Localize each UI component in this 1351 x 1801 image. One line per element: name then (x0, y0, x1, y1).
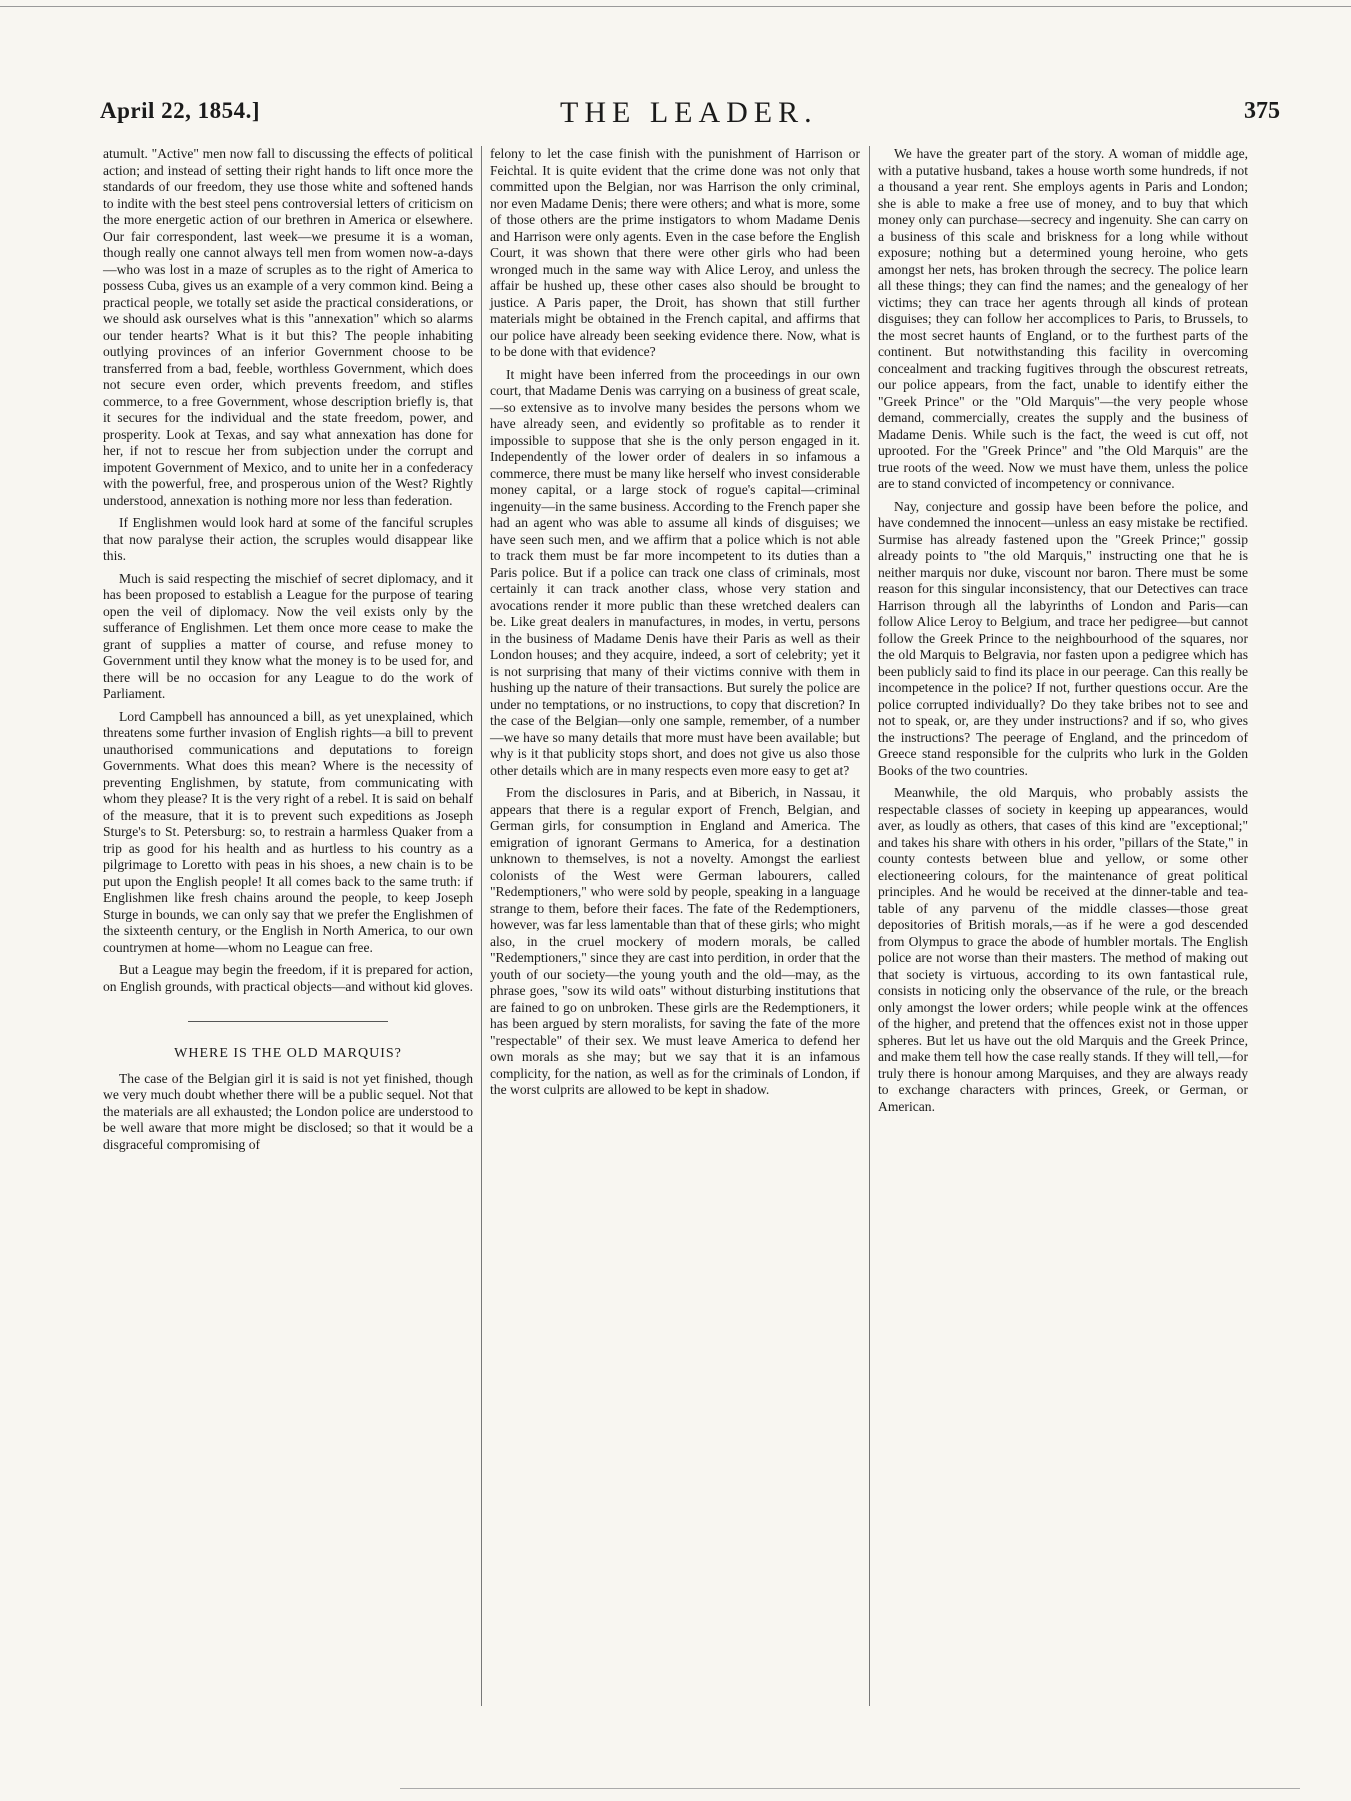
article-paragraph: atumult. "Active" men now fall to discussing the effects of political action; and instead of setting their right hands to lift once more the standards of our freedom, they use those white and softened hands to indite with the best steel pens controversial letters of criticism on the more energetic action of our brethren in America or elsewhere. Our fair correspondent, last week—we presume it is a woman, though really one cannot always tell men from women now-a-days—who was lost in a maze of scruples as to the right of America to possess Cuba, gives us an example of a very common kind. Being a practical people, we totally set aside the practical considerations, or we should ask ourselves what is this "annexation" which so alarms our tender hearts? What is it but this? The people inhabiting outlying provinces of an inferior Government choose to be transferred from a bad, feeble, worthless Government, which does not secure even order, which prevents freedom, and stifles commerce, to a free Government, whose description briefly is, that it secures for the individual and the state freedom, power, and prosperity. Look at Texas, and say what annexation has done for her, if not to rescue her from subjection under the corrupt and impotent Government of Mexico, and to unite her in a confederacy with the powerful, free, and prosperous union of the West? Rightly understood, annexation is nothing more nor less than federation. (103, 146, 473, 508)
article-paragraph: But a League may begin the freedom, if it is prepared for action, on English grounds, with practical objects—and without kid gloves. (103, 962, 473, 994)
page-header (100, 96, 1280, 138)
column-right (878, 146, 1248, 1121)
article-paragraph: We have the greater part of the story. A woman of middle age, with a putative husband, takes a house worth some hundreds, if not a thousand a year rent. She employs agents in Paris and London; she is able to make a free use of money, and to buy that which money only can purchase—secrecy and ingenuity. She can carry on a business of this scale and briskness for a long while without exposure; nothing but a determined young heroine, who gets amongst her nets, has broken through the secrecy. The police learn all these things; they can find the names; and the genealogy of her victims; they can trace her agents through all kinds of protean disguises; they can follow her accomplices to Paris, to Brussels, to the most secret haunts of England, or to the furthest parts of the continent. But notwithstanding this facility in overcoming concealment and tracking fugitives through the obscurest retreats, our police appears, from the fact, unable to identify either the "Greek Prince" or the "Old Marquis"—the very people whose demand, commercially, creates the supply and the business of Madame Denis. While such is the fact, the weed is cut off, not uprooted. For the "Greek Prince" and "the Old Marquis" are the true roots of the weed. Now we must have them, unless the police are to stand convicted of incompetency or connivance. (878, 146, 1248, 491)
article-paragraph: From the disclosures in Paris, and at Biberich, in Nassau, it appears that there is a regular export of French, Belgian, and German girls, for consumption in England and America. The emigration of ignorant Germans to America, for a destination unknown to themselves, is not a novelty. Amongst the earliest colonists of the West were German labourers, called "Redemptioners," who were sold by people, speaking in a language strange to them, before their faces. The fate of the Redemptioners, however, was far less lamentable than that of these girls; who might also, in the cruel mockery of modern morals, be called "Redemptioners," since they are cast into perdition, in order that the youth of our society—the young youth and the old—may, as the phrase goes, "sow its wild oats" without disturbing institutions that are fained to go on unbroken. These girls are the Redemptioners, it has been argued by stern moralists, for saving the fate of the more "respectable" of their sex. We must leave America to defend her own morals as she may; but we say that it is an infamous complicity, for the nation, as well as for the criminals of London, if the worst culprits are allowed to be kept in shadow. (490, 785, 860, 1097)
article-paragraph: Much is said respecting the mischief of secret diplomacy, and it has been proposed to establish a League for the purpose of tearing open the veil of diplomacy. Now the veil exists only by the sufferance of Englishmen. Let them once more cease to make the grant of supplies a matter of course, and refuse money to Government until they know what the money is to be used for, and there will be no occasion for any League to do the work of Parliament. (103, 570, 473, 701)
article-paragraph: Nay, conjecture and gossip have been before the police, and have condemned the innocent—unless an easy mistake be rectified. Surmise has already fastened upon the "Greek Prince;" gossip already points to "the old Marquis," instructing one that he is neither marquis nor duke, viscount nor baron. There must be some reason for this singular inconsistency, that our Detectives can trace Harrison through all the labyrinths of London and Paris—can follow Alice Leroy to Belgium, and trace her pedigree—but cannot follow the Greek Prince to the neighbourhood of the squares, nor the old Marquis to Belgravia, nor fasten upon a pedigree which has been publicly said to find its place in our peerage. Can this really be incompetence in the police? If not, further questions occur. Are the police corrupted individually? Do they take bribes not to see and not to speak, or, are they under instructions? and if so, who gives the instructions? The peerage of England, and the princedom of Greece stand responsible for the culprits who lurk in the Golden Books of the two countries. (878, 498, 1248, 778)
issue-date: April 22, 1854.] (100, 98, 261, 123)
newspaper-title: THE LEADER. (560, 96, 818, 129)
column-divider-left (481, 146, 482, 1706)
article-paragraph: Lord Campbell has announced a bill, as yet unexplained, which threatens some further invasion of English rights—a bill to prevent unauthorised communications and deputations to foreign Governments. What does this mean? Where is the necessity of preventing Englishmen, by statute, from communicating with whom they please? It is the very right of a rebel. It is said on behalf of the measure, that it is to prevent such expeditions as Joseph Sturge's to St. Petersburg: so, to restrain a harmless Quaker from a trip as good for his health and as hurtless to his country as a pilgrimage to Loretto with peas in his shoes, a new chain is to be put upon the English people! It all comes back to the same truth: if Englishmen like fresh chains around the people, to keep Joseph Sturge in bounds, we can only say that we prefer the Englishmen of the sixteenth century, or the English in North America, to our own countrymen at home—whom no League can free. (103, 708, 473, 955)
section-heading: WHERE IS THE OLD MARQUIS? (174, 1046, 402, 1061)
article-paragraph: It might have been inferred from the proceedings in our own court, that Madame Denis was carrying on a business of great scale,—so extensive as to involve many besides the persons whom we have already seen, and evidently so profitable as to render it impossible to suppose that she is the only person engaged in it. Independently of the lower order of dealers in so infamous a commerce, there must be many like herself who invest considerable money capital, or a large stock of rogue's capital—criminal ingenuity—in the same business. According to the French paper she had an agent who was able to assume all kinds of disguises; we have seen such men, and we affirm that a police which is not able to track them must be far more incompetent to its duties than a Paris police. But if a police can track one class of criminals, most certainly it can track another class, whose very station and avocations render it more public than these wretched dealers can be. Like great dealers in manufactures, in modes, in vertu, persons in the business of Madame Denis have their Paris as well as their London houses; and they acquire, indeed, a sort of celebrity; yet it is not surprising that many of their victims connive with them in hushing up the nature of their transactions. But surely the police are under no temptations, or no instructions, to copy that discretion? In the case of the Belgian—only one sample, remember, of a number—we have so many details that more must have been available; but why is it that publicity stops short, and does not give us also those other details which are in many respects even more easy to get at? (490, 366, 860, 778)
bottom-border-rule (400, 1788, 1300, 1789)
article-paragraph: If Englishmen would look hard at some of the fanciful scruples that now paralyse their action, the scruples would disappear like this. (103, 515, 473, 563)
top-border-rule (0, 6, 1351, 7)
article-paragraph: felony to let the case finish with the punishment of Harrison or Feichtal. It is quite evident that the crime done was not only that committed upon the Belgian, nor was Harrison the only criminal, nor even Madame Denis; there were others; and what is more, some of those others are the prime instigators to whom Madame Denis and Harrison were only agents. Even in the case before the English Court, it was shown that there were other girls who had been wronged much in the same way with Alice Leroy, and unless the affair be hushed up, these other cases also should be brought to justice. A Paris paper, the Droit, has shown that still further materials might be obtained in the French capital, and affirms that our police have already been seeking evidence there. Now, what is to be done with that evidence? (490, 146, 860, 359)
column-left (103, 146, 473, 1159)
section-divider (188, 1021, 388, 1022)
column-middle (490, 146, 860, 1105)
column-divider-right (869, 146, 870, 1706)
page-number: 375 (1244, 98, 1280, 124)
article-paragraph: The case of the Belgian girl it is said is not yet finished, though we very much doubt whether there will be a public sequel. Not that the materials are all exhausted; the London police are understood to be well aware that more might be disclosed; so that it would be a disgraceful compromising of (103, 1070, 473, 1152)
article-paragraph: Meanwhile, the old Marquis, who probably assists the respectable classes of society in keeping up appearances, would aver, as loudly as others, that cases of this kind are "exceptional;" and takes his share with others in his order, "pillars of the State," in county contests between blue and yellow, or some other electioneering colours, for the maintenance of great political principles. And he would be received at the dinner-table and tea-table of any parvenu of the middle classes—those great depositories of British morals,—as if he were a god descended from Olympus to grace the abode of humbler mortals. The English police are not worse than their masters. The method of making out that society is virtuous, according to its own fantastical rule, consists in noticing only the observance of the rule, or the breach only amongst the lower orders; while people wink at the offences of the higher, and pretend that the offences exist not in those upper spheres. But let us have out the old Marquis and the Greek Prince, and make them tell how the case really stands. If they will tell,—for truly there is honour among Marquises, and they are always ready to exchange characters with princes, Greek, or German, or American. (878, 785, 1248, 1114)
